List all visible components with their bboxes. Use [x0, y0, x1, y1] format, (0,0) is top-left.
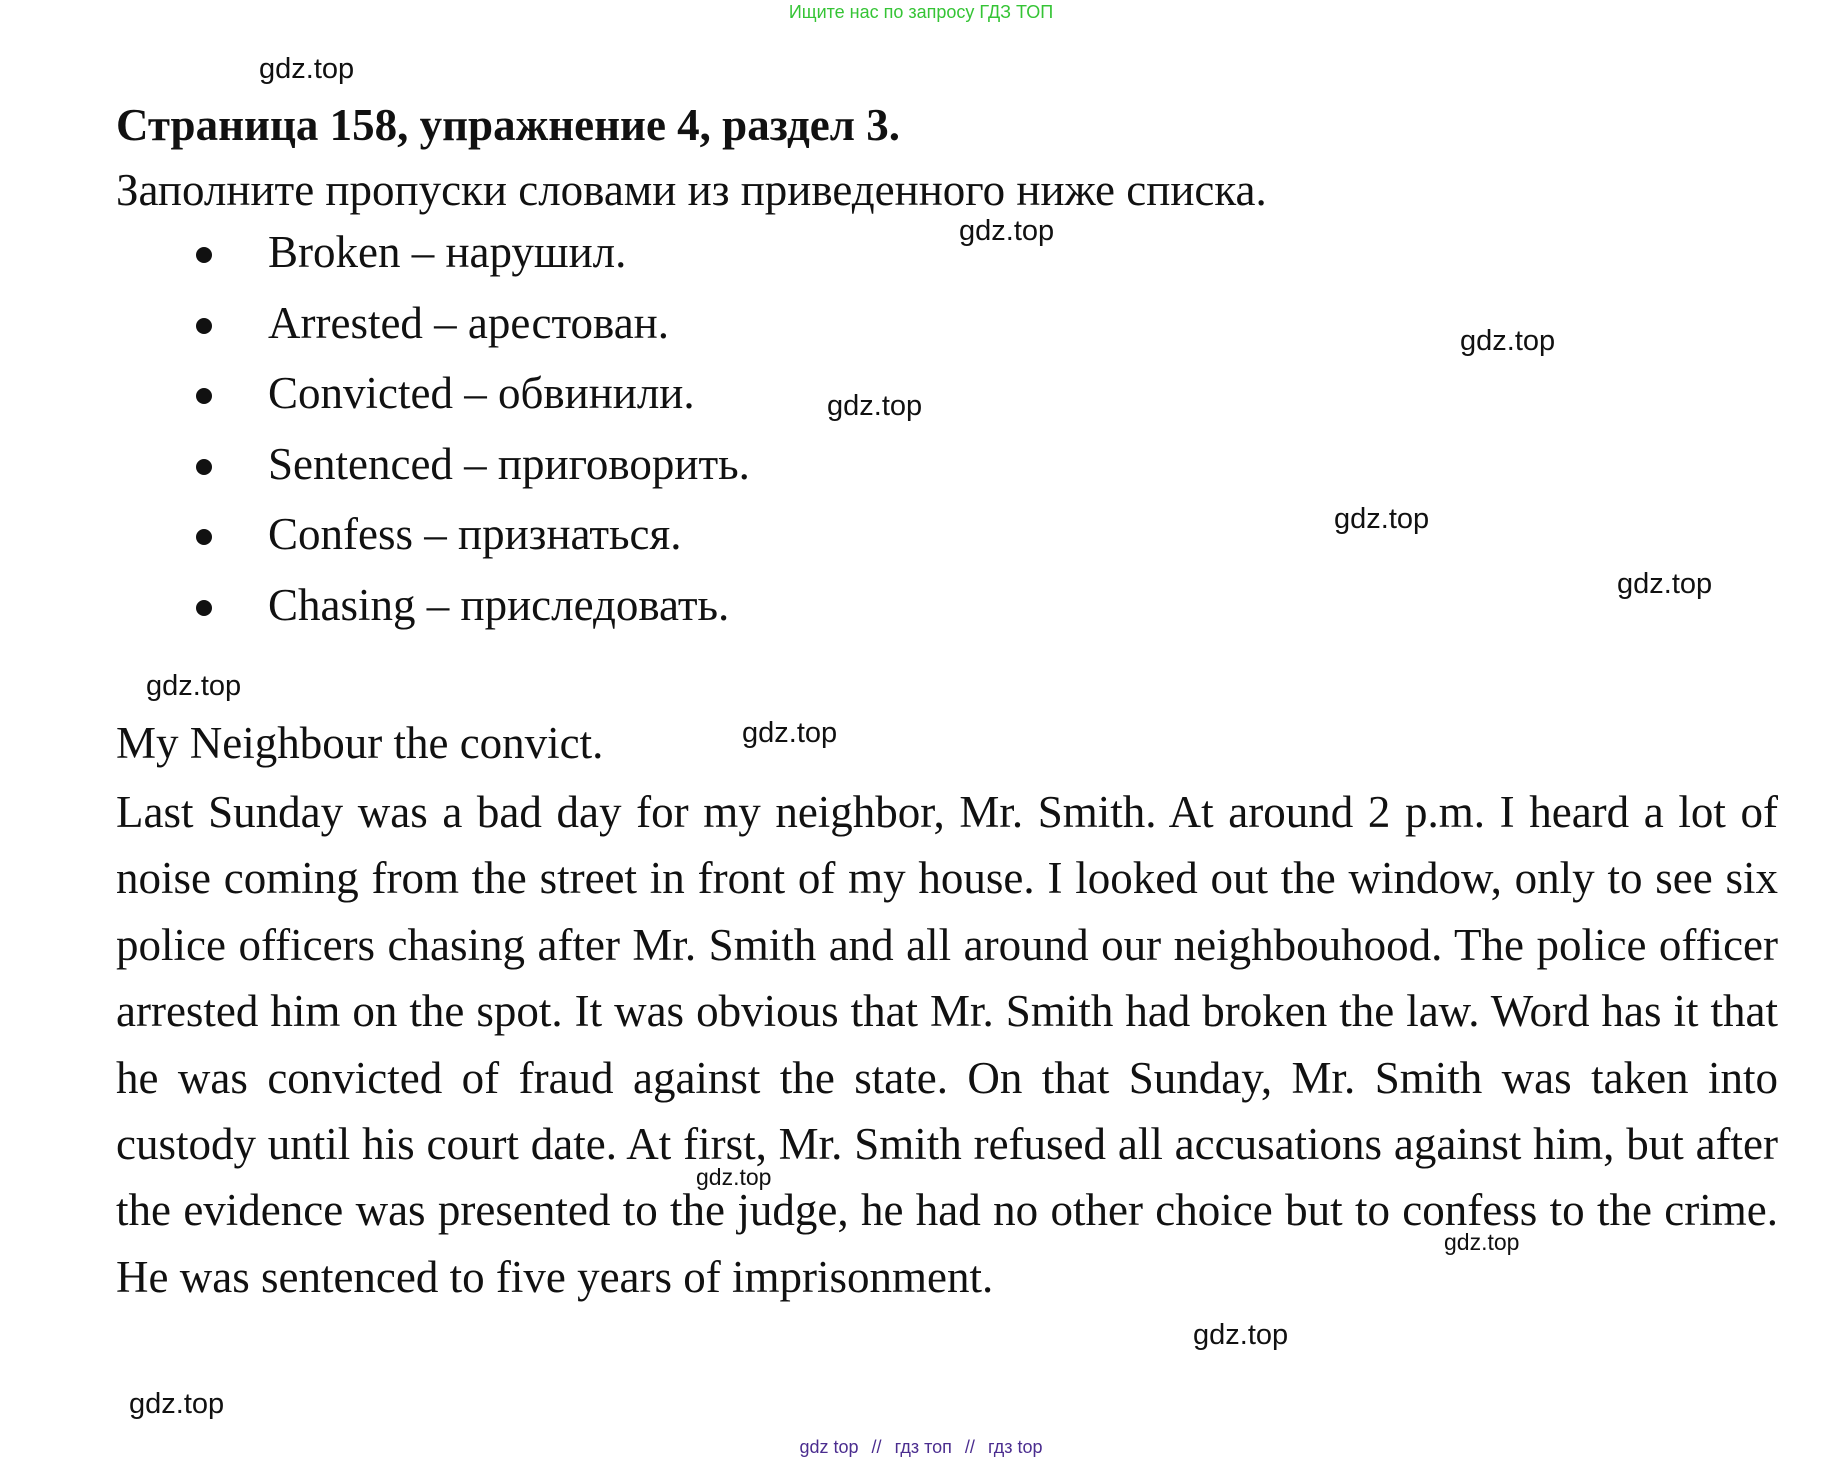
watermark: gdz.top	[1460, 325, 1556, 357]
watermark: gdz.top	[827, 390, 923, 422]
footer-links	[0, 1436, 1842, 1458]
footer-link[interactable]: gdz top	[799, 1437, 859, 1457]
footer-separator: //	[871, 1437, 882, 1457]
watermark: gdz.top	[1334, 503, 1430, 535]
story-body: Last Sunday was a bad day for my neighbor, Mr. Smith. At around 2 p.m. I heard a lot of noise coming from the street in front of my house. I looked out the window, only to see six police officers chasing after Mr. Smith and all around our neighbouhood. The police officer arrested him on the spot. It was obvious that Mr. Smith had broken the law. Word has it that he was convicted of fraud against the state. On that Sunday, Mr. Smith was taken into custody until his court date. At first, Mr. Smith refused all accusations against him, but after the evidence was presented to the judge, he had no other choice but to confess to the crime. He was sentenced to five years of imprisonment.	[116, 787, 1778, 1302]
bullet-icon	[196, 600, 212, 616]
footer-link[interactable]: гдз топ	[894, 1437, 952, 1457]
bullet-icon	[196, 318, 212, 334]
page-title: Страница 158, упражнение 4, раздел 3.	[116, 100, 900, 150]
watermark: gdz.top	[959, 215, 1055, 247]
word-item-text: Confess – признаться.	[268, 509, 682, 559]
exercise-instruction: Заполните пропуски словами из приведенного ниже списка.	[116, 165, 1267, 215]
watermark: gdz.top	[1193, 1319, 1289, 1351]
word-item-text: Sentenced – приговорить.	[268, 438, 750, 489]
bullet-icon	[196, 247, 212, 263]
word-item-text: Arrested – арестован.	[268, 297, 670, 348]
bullet-icon	[196, 459, 212, 475]
word-item-text: Broken – нарушил.	[268, 227, 627, 277]
footer-separator: //	[964, 1437, 975, 1457]
watermark: gdz.top	[1617, 568, 1713, 600]
watermark: gdz.top	[129, 1388, 225, 1420]
top-banner[interactable]: Ищите нас по запросу ГДЗ ТОП	[788, 2, 1054, 22]
word-item-text: Chasing – приследовать.	[268, 579, 730, 630]
bullet-icon	[196, 388, 212, 404]
watermark: gdz.top	[696, 1164, 772, 1190]
footer-link[interactable]: гдз top	[987, 1437, 1043, 1457]
story-title: My Neighbour the convict.	[116, 718, 604, 768]
watermark: gdz.top	[259, 53, 355, 85]
bullet-icon	[196, 529, 212, 545]
watermark: gdz.top	[742, 717, 838, 749]
word-item-text: Convicted – обвинили.	[268, 368, 695, 418]
watermark: gdz.top	[146, 670, 242, 702]
watermark: gdz.top	[1444, 1229, 1520, 1255]
